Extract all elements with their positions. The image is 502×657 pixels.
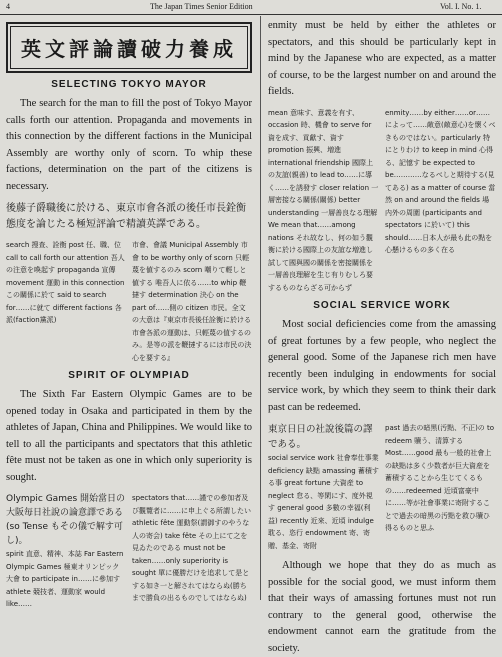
article-text-olympiad: The Sixth Far Eastern Olympic Games are to be opened today in Osaka and participated in them by the athletes of Japan, China and Philippines. We would like to tell to all the participants and spectators that this athletic fête must not be taken as one in which only superiority is sought. xyxy=(6,389,252,483)
article-text-social-service: Most social deficiencies come from the amassing of great fortunes by a few people, who neglect the general good. Some of the Japanese rich men have recently been indulging in endowments for social service work, by which they seem to think their dark past can be redeemed. xyxy=(268,319,496,413)
jp-notes-tokyo-mayor xyxy=(6,239,252,364)
column-divider xyxy=(260,16,261,600)
article-text-social-service-cont: Although we hope that they do as much as possible for the social good, we must inform them that their ways of amassing fortunes must not run contrary to the general good, otherwise the endowment cannot earn the gratitude from the society. xyxy=(268,560,496,654)
jp-notes-col1: search 搜查、詮衡 post 任、職、位 call to call forth our attention 吾人の注意を喚起す propaganda 宣傳 movement 運動 in this connection この關係に於て said to search for……に就て different factions 各派(faction黨派) xyxy=(6,241,125,324)
jp-notes-col2: 市會、會議 Municipal Assembly 市會 to be worthy only of scorn 只輕蔑を値するのみ scorn 嘲りて輕しと値する 唯吾人に依る……to whip 鞭撻す determination 決心 on the part of……側の citizen 市民。全文の大意は『東京市長後任詮衡に於ける市會各派の運動は、只輕蔑の值するのみ。是等の派を鞭撻するには市民の決心を要する』 xyxy=(132,241,252,362)
jp-notes-social-col2: past 過去の暗黑(汚點、不正)の to redeem 贖う、清算する Most……good 最も一般的社會上の缺點は多く少数者が巨大資産を蓄積することから生じてくるもの……redeemed 近頃富豪中に……等が社會事業に寄附することで過去の暗黑の汚點を救ひ贖ひ得るものと思ふ xyxy=(385,424,495,532)
jp-notes-olympiad-col1: spirit 直意、精神、本誌 Far Eastern Olympic Games 極東オリンピック大會 to participate in……に參加す athlete 競技者、運動家 would like…… xyxy=(6,550,124,608)
jp-notes-cont-col2: enmity……by either……or……によって……敵意(敵意心)を懷くべきものではない。particularly 特にとりわけ to keep in mind 心得る、記憶す be expected to be…………なるべしと期待する(見てある) as a matter of course 當然 on and around the fields 場内外の周圍 (participants and spectators に於いて) this should……日本人が最も此の點を心懸けるもの多く在る xyxy=(385,108,496,254)
publication-title: The Japan Times Senior Edition xyxy=(150,2,253,11)
jp-notes-olympiad xyxy=(6,492,252,611)
jp-summary-tokyo-mayor: 後藤子爵職後に於ける、東京市會各派の後任市長銓衡態度を論じたる極短評論で精讀英譯である。 xyxy=(6,203,246,230)
jp-summary-olympiad: Olympic Games 開始當日の大阪毎日社說の論意譯である (so Tense もその儀で解す可し)。 xyxy=(6,494,126,546)
masthead-title: 英文評論讀破力養成 xyxy=(10,26,248,69)
section-title-olympiad: SPIRIT OF OLYMPIAD xyxy=(68,370,190,381)
jp-notes-olympiad-col2: spectators that……謹での參加者及び觀覽者に……に申上ぐる所謂したい athletic fête 運動祭(謂御すのやうな人の寄会) take fête その上にて之を見ゐたのである must not be taken……only superiority is sought 單に優勝だけを追求して是とする如き一と解されてはならぬ(勝ちまで勝負の出るものでしてはならぬ) xyxy=(132,494,251,602)
article-text-tokyo-mayor: The search for the man to fill the post of Tokyo Mayor calls forth our attention. Propaganda and movements in this connection by the different factions in the Municipal Assembly are worthy only of scorn. To whip these factions, determination on the part of the citizens is necessary. xyxy=(6,98,252,192)
jp-notes-social-col1: social service work 社會奉仕事業 deficiency 缺點 amassing 蓄積する事 great fortune 大資産 to neglect 怠る、等閑にす、度外視す general good 多數の幸福(利益) recently 近來、近頃 indulge 耽る、恣行 endowment 寄、寄贈、基金、寄附 xyxy=(268,454,379,550)
jp-notes-cont-col1: mean 意味す、意義を有す、occasion 時、機會 to serve for 資を成す、貢獻す、資す promotion 振興、増進 international friendship 國際上の友誼(親善) to lead to……に導く……を誘發す closer relation 一層密接なる關係(關係) better understanding 一層善良なる理解 We mean that……among nations それ故なし、何の如う觀衡に於ける國際上の友誼な増進し試して國與國の關係を密接關係を一層善良理解を生じ有りむしろ要するものならざる可からず xyxy=(268,108,379,292)
right-column xyxy=(266,18,498,657)
volume-label: Vol. I. No. 1. xyxy=(440,2,482,11)
jp-summary-social-service: 東京日日の社說後篇の譯である。 xyxy=(268,424,373,450)
page-number: 4 xyxy=(6,2,10,11)
left-column xyxy=(4,18,254,617)
jp-notes-olympiad-cont xyxy=(268,107,496,295)
section-title-tokyo-mayor: SELECTING TOKYO MAYOR xyxy=(51,79,207,90)
page-header xyxy=(0,0,502,15)
jp-notes-social-service xyxy=(268,422,496,552)
section-title-social-service: SOCIAL SERVICE WORK xyxy=(313,300,451,311)
article-text-olympiad-cont: enmity must be held by either the athletes or spectators, and this should be particularly kept in mind by the Japanese who are expected, as a matter of course, to be the largest number on and around the fields. xyxy=(268,20,496,97)
masthead-box xyxy=(6,22,252,73)
